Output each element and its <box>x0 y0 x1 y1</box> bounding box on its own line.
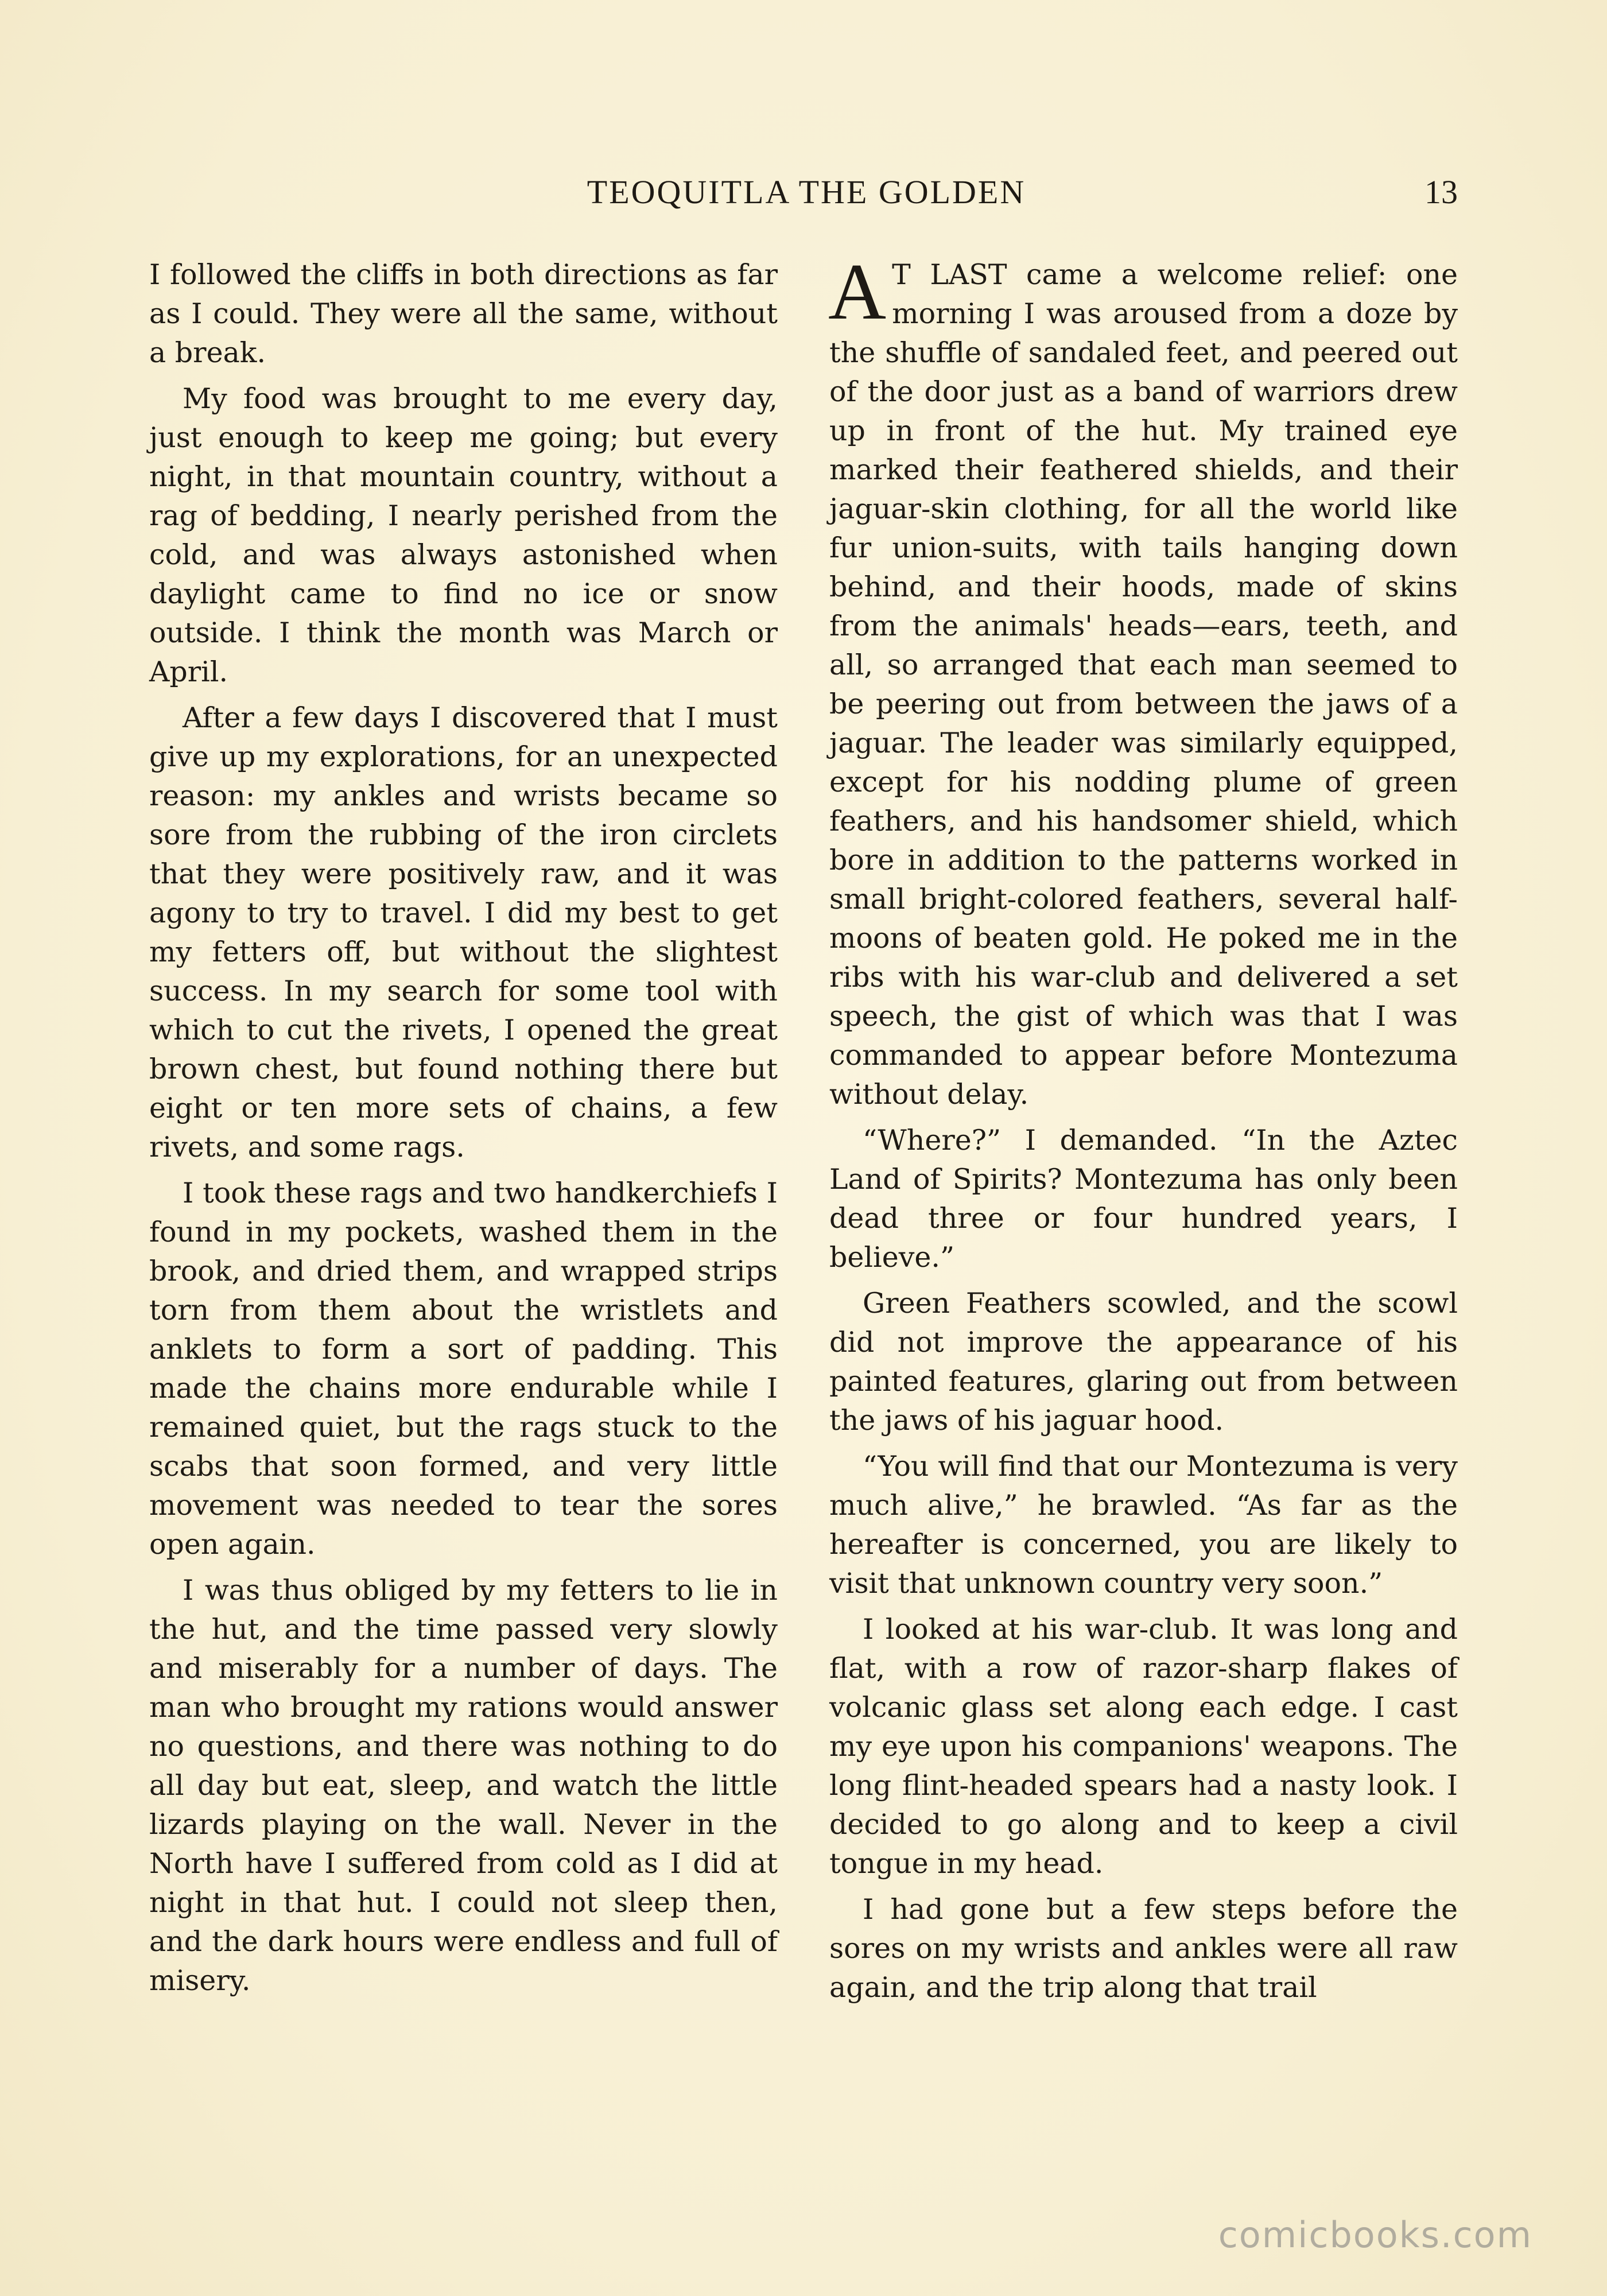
opening-paragraph-text: T LAST came a welcome relief: one morning I was aroused from a doze by the shuffle of sandaled feet, and peered out of the door just as a band of warriors drew up in front of the hut. My trained eye marked their feathered shields, and their jaguar-skin clothing, for all the world like fur union-suits, with tails hanging down behind, and their hoods, made of skins from the animals' heads—ears, teeth, and all, so arranged that each man seemed to be peering out from between the jaws of a jaguar. The leader was similarly equipped, except for his nodding plume of green feathers, and his handsomer shield, which bore in addition to the patterns worked in small bright-colored feathers, several half-moons of beaten gold. He poked me in the ribs with his war-club and delivered a set speech, the gist of which was that I was commanded to appear before Montezuma without delay. <box>829 258 1458 1111</box>
left-column <box>149 255 778 2007</box>
paragraph: I was thus obliged by my fetters to lie in the hut, and the time passed very slowly and miserably for a number of days. The man who brought my rations would answer no questions, and there was nothing to do all day but eat, sleep, and watch the little lizards playing on the wall. Never in the North have I suffered from cold as I did at night in that hut. I could not sleep then, and the dark hours were endless and full of misery. <box>149 1574 778 1997</box>
right-column <box>828 247 1458 2014</box>
paragraph: I looked at his war-club. It was long and flat, with a row of razor-sharp flakes of volcanic glass set along each edge. I cast my eye upon his companions' weapons. The long flint-headed spears had a nasty look. I decided to go along and to keep a civil tongue in my head. <box>829 1613 1458 1880</box>
watermark: comicbooks.com <box>1218 2214 1532 2256</box>
paragraph: I took these rags and two handkerchiefs I found in my pockets, washed them in the brook, and dried them, and wrapped strips torn from them about the wristlets and anklets to form a sort of padding. This made the chains more endurable while I remained quiet, but the rags stuck to the scabs that soon formed, and very little movement was needed to tear the sores open again. <box>149 1177 778 1561</box>
running-head: TEOQUITLA THE GOLDEN <box>587 173 1026 211</box>
page-number: 13 <box>1424 173 1458 211</box>
paragraph: Green Feathers scowled, and the scowl did not improve the appearance of his painted features, glaring out from between the jaws of his jaguar hood. <box>829 1287 1458 1437</box>
paragraph: After a few days I discovered that I must give up my explorations, for an unexpected reason: my ankles and wrists became so sore from the rubbing of the iron circlets that they were positively raw, and it was agony to try to travel. I did my best to get my fetters off, but without the slightest success. In my search for some tool with which to cut the rivets, I opened the great brown chest, but found nothing there but eight or ten more sets of chains, a few rivets, and some rags. <box>149 701 778 1163</box>
paragraph: “You will find that our Montezuma is very much alive,” he brawled. “As far as the hereafter is concerned, you are likely to visit that unknown country very soon.” <box>829 1450 1458 1600</box>
opening-paragraph <box>828 247 1458 1114</box>
paragraph: I followed the cliffs in both directions as far as I could. They were all the same, without a break. <box>149 258 778 369</box>
drop-cap: A <box>828 247 887 336</box>
paragraph: “Where?” I demanded. “In the Aztec Land of Spirits? Montezuma has only been dead three or four hundred years, I believe.” <box>829 1124 1458 1274</box>
paragraph: My food was brought to me every day, just enough to keep me going; but every night, in that mountain country, without a rag of bedding, I nearly perished from the cold, and was always astonished when daylight came to find no ice or snow outside. I think the month was March or April. <box>149 382 778 688</box>
paragraph: I had gone but a few steps before the sores on my wrists and ankles were all raw again, and the trip along that trail <box>829 1893 1458 2004</box>
page-header <box>155 172 1458 218</box>
